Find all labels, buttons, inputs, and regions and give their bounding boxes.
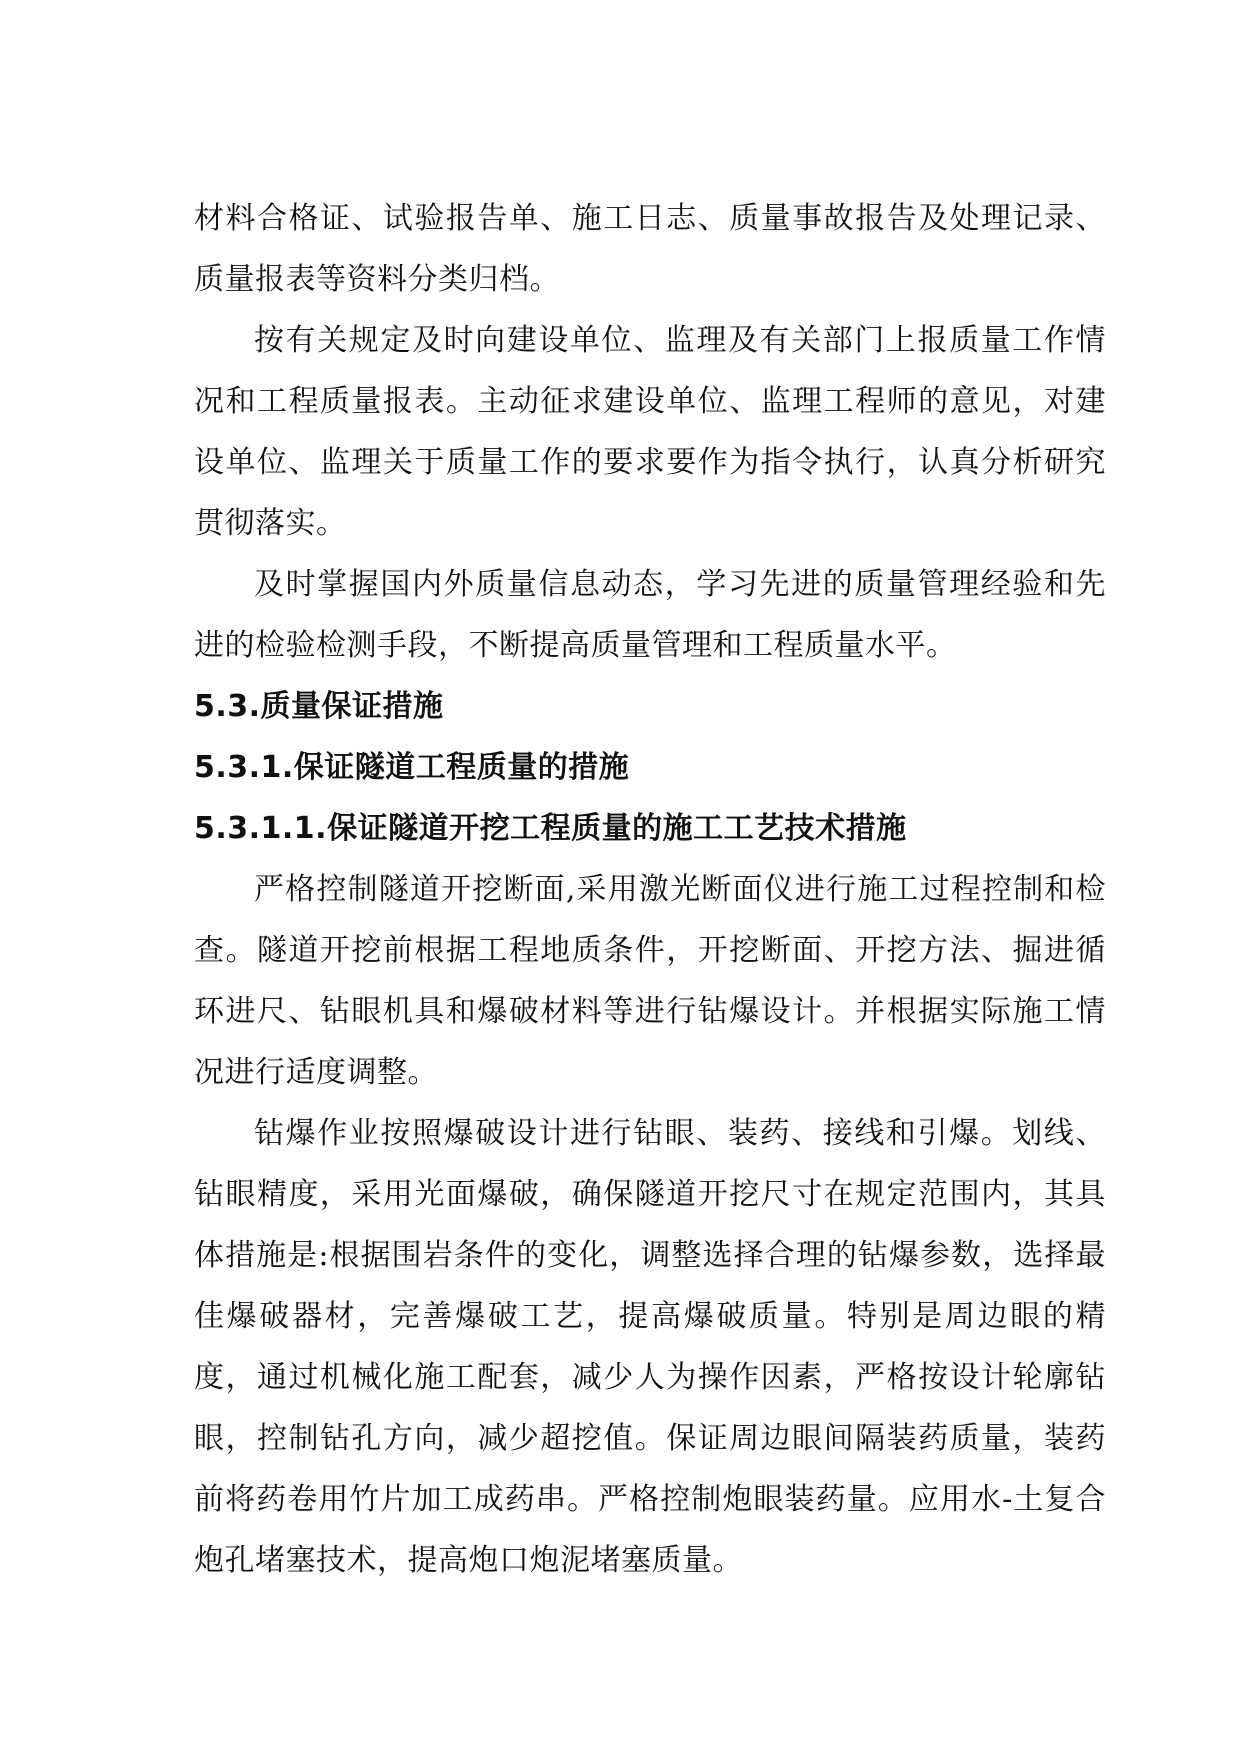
paragraph-reporting: 按有关规定及时向建设单位、监理及有关部门上报质量工作情况和工程质量报表。主动征求建设单位、监理工程师的意见，对建设单位、监理关于质量工作的要求要作为指令执行，认真分析研究贯彻落实。 <box>194 323 1106 541</box>
paragraph-information: 及时掌握国内外质量信息动态，学习先进的质量管理经验和先进的检验检测手段，不断提高质量管理和工程质量水平。 <box>194 567 1106 663</box>
paragraph-excavation-control: 严格控制隧道开挖断面,采用激光断面仪进行施工过程控制和检查。隧道开挖前根据工程地质条件，开挖断面、开挖方法、掘进循环进尺、钻眼机具和爆破材料等进行钻爆设计。并根据实际施工情况进行适度调整。 <box>194 872 1106 1090</box>
section-heading-5-3: 5.3.质量保证措施 <box>194 689 444 724</box>
document-page <box>194 188 1106 1591</box>
section-heading-5-3-1: 5.3.1.保证隧道工程质量的措施 <box>194 750 630 785</box>
section-heading-5-3-1-1: 5.3.1.1.保证隧道开挖工程质量的施工工艺技术措施 <box>194 811 907 846</box>
paragraph-blasting-operation: 钻爆作业按照爆破设计进行钻眼、装药、接线和引爆。划线、钻眼精度，采用光面爆破，确保隧道开挖尺寸在规定范围内，其具体措施是:根据围岩条件的变化，调整选择合理的钻爆参数，选择最佳爆破器材，完善爆破工艺，提高爆破质量。特别是周边眼的精度，通过机械化施工配套，减少人为操作因素，严格按设计轮廓钻眼，控制钻孔方向，减少超挖值。保证周边眼间隔装药质量，装药前将药卷用竹片加工成药串。严格控制炮眼装药量。应用水-土复合炮孔堵塞技术，提高炮口炮泥堵塞质量。 <box>194 1116 1106 1578</box>
paragraph-archive: 材料合格证、试验报告单、施工日志、质量事故报告及处理记录、质量报表等资料分类归档。 <box>194 201 1106 297</box>
